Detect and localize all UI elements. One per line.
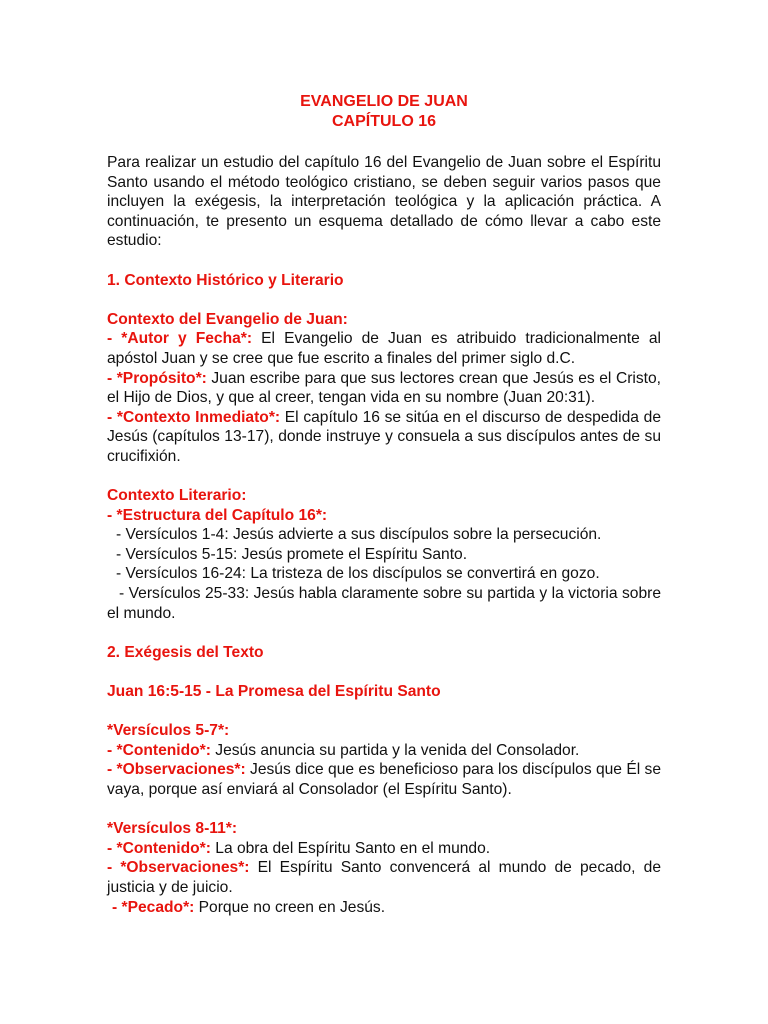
title-line-2: CAPÍTULO 16	[331, 113, 436, 130]
intro-paragraph: Para realizar un estudio del capítulo 16 del Evangelio de Juan sobre el Espíritu Santo usando el método teológico cristiano, se deben seguir varios pasos que incluyen la exégesis, la interpretación teológica y la aplicación práctica. A continuación, te presento un esquema detallado de cómo llevar a cabo este estudio:	[107, 154, 661, 250]
title-line-1: EVANGELIO DE JUAN	[300, 93, 468, 110]
item-proposito	[107, 369, 661, 408]
block1-heading: *Versículos 5-7*:	[107, 722, 230, 740]
block1-observations	[107, 760, 661, 799]
item-label: - *Contexto Inmediato*:	[107, 408, 281, 426]
block2-content	[107, 839, 661, 859]
block1-content	[107, 741, 661, 761]
section2-heading: 2. Exégesis del Texto	[107, 643, 264, 661]
obs-text: Jesús dice que es beneficioso para los discípulos que Él se vaya, porque así enviará al Consolador (el Espíritu Santo).	[107, 761, 662, 798]
content-label: - *Contenido*:	[107, 741, 211, 759]
content-text: La obra del Espíritu Santo en el mundo.	[210, 839, 491, 857]
document-title	[107, 92, 661, 132]
obs-label: - *Observaciones*:	[107, 761, 246, 779]
content-text: Jesús anuncia su partida y la venida del Consolador.	[210, 741, 580, 759]
obs-label: - *Observaciones*:	[107, 859, 250, 877]
verse-item: - Versículos 1-4: Jesús advierte a sus discípulos sobre la persecución.	[116, 526, 602, 544]
item-label: - *Autor y Fecha*:	[107, 330, 253, 348]
item-label: - *Propósito*:	[107, 369, 207, 387]
item-text: El Evangelio de Juan es atribuido tradicionalmente al apóstol Juan y se cree que fue escrito a finales del primer siglo d.C.	[107, 330, 661, 367]
item-text: El capítulo 16 se sitúa en el discurso de despedida de Jesús (capítulos 13-17), donde instruye y consuela a sus discípulos antes de su crucifixión.	[107, 408, 661, 465]
obs-text: El Espíritu Santo convencerá al mundo de pecado, de justicia y de juicio.	[107, 859, 662, 896]
section2-subheading: Juan 16:5-15 - La Promesa del Espíritu Santo	[107, 683, 441, 701]
pecado-label: - *Pecado*:	[112, 898, 195, 916]
structure-label: - *Estructura del Capítulo 16*:	[107, 506, 328, 524]
verse-item: - Versículos 5-15: Jesús promete el Espíritu Santo.	[116, 545, 468, 563]
item-contexto-inmediato	[107, 408, 661, 467]
verse-item: - Versículos 16-24: La tristeza de los discípulos se convertirá en gozo.	[116, 565, 600, 583]
verse-item	[107, 584, 661, 623]
section1-heading: 1. Contexto Histórico y Literario	[107, 271, 344, 289]
block2-pecado	[107, 898, 661, 918]
item-text: Juan escribe para que sus lectores crean que Jesús es el Cristo, el Hijo de Dios, y que al creer, tengan vida en su nombre (Juan 20:31).	[107, 369, 661, 407]
content-label: - *Contenido*:	[107, 839, 211, 857]
item-autor-fecha	[107, 329, 661, 368]
block2-heading: *Versículos 8-11*:	[107, 820, 238, 838]
verse-item-text: - Versículos 25-33: Jesús habla claramente sobre su partida y la victoria sobre el mundo.	[107, 585, 661, 622]
block2-observations	[107, 858, 661, 897]
context-gospel-heading: Contexto del Evangelio de Juan:	[107, 310, 348, 328]
context-literary-heading: Contexto Literario:	[107, 487, 247, 505]
pecado-text: Porque no creen en Jesús.	[194, 898, 386, 916]
